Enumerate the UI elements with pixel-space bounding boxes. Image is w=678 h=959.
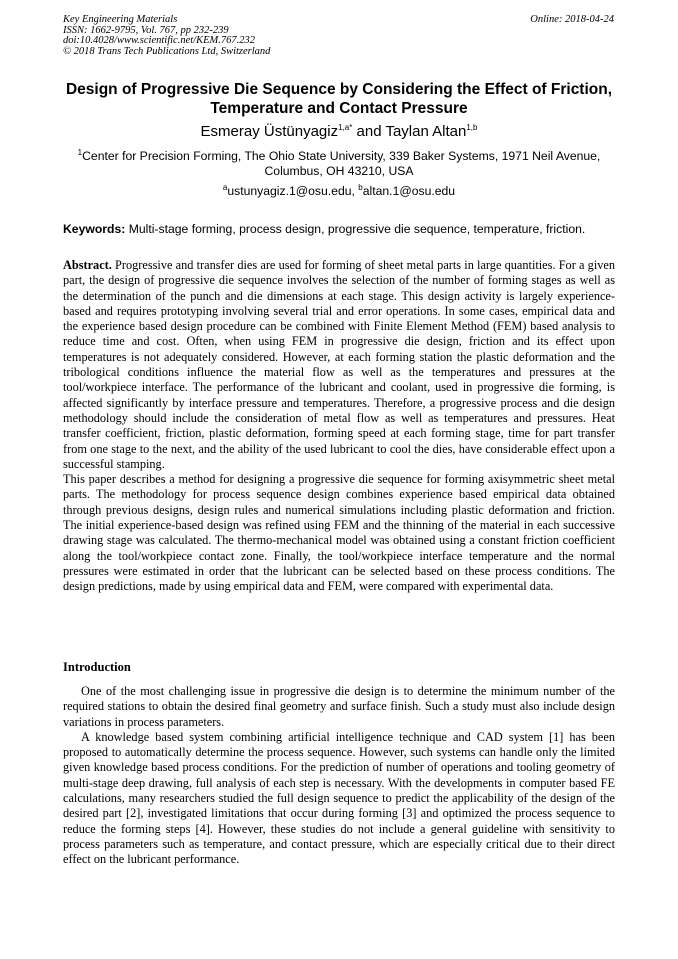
- affiliation-sup: 1: [77, 147, 83, 157]
- issn-line: ISSN: 1662-9795, Vol. 767, pp 232-239: [63, 24, 229, 36]
- introduction-body: [63, 684, 615, 868]
- online-date: Online: 2018-04-24: [530, 14, 614, 25]
- journal-name: Key Engineering Materials: [63, 14, 178, 25]
- copyright-line: © 2018 Trans Tech Publications Ltd, Switzerland: [63, 45, 271, 57]
- keywords-text: Multi-stage forming, process design, progressive die sequence, temperature, friction.: [125, 222, 586, 236]
- keywords-label: Keywords:: [63, 222, 126, 236]
- doi-line: doi:10.4028/www.scientific.net/KEM.767.232: [63, 35, 255, 47]
- keywords: [63, 222, 623, 237]
- abstract-text-1: Progressive and transfer dies are used for forming of sheet metal parts in large quantities. For a given part, the design of progressive die sequence involves the selection of the number of forming stages as well as the determination of the punch and die dimensions at each stage. This design activity is largely experience-based and requires prototyping involving several trial and error operations. In some cases, empirical data and the experience based design procedure can be combined with Finite Element Method (FEM) based analysis to reduce time and cost. Often, when using FEM in progressive die design, friction and its effect upon temperatures is not adequately considered. However, at each forming station the plastic deformation and the tribological conditions influence the material flow as well as the temperatures and pressures at the tool/workpiece interface. The performance of the lubricant and coolant, used in progressive die forming, is affected significantly by interface pressure and temperatures. Therefore, a progressive process and die design methodology should include the consideration of metal flow as well as temperatures and pressures. Heat transfer coefficient, friction, plastic deformation, forming speed at each forming stage, time for part transfer from one stage to the next, and the ability of the used lubricant to cool the dies, have considerable effect upon a successful stamping.: [63, 258, 615, 471]
- abstract-paragraph-2: This paper describes a method for designing a progressive die sequence for forming axisymmetric sheet metal parts. The methodology for process sequence design combines experience based empirical data obtained through previous designs, design rules and numerical simulations including plastic deformation and friction. The initial experience-based design was refined using FEM and the thinning of the material in each successive drawing stage was calculated. The thermo-mechanical model was obtained using a constant friction coefficient along the tool/workpiece contact zone. Finally, the tool/workpiece interface temperature and the normal pressures were estimated in order that the lubricant can be selected based on these process conditions. The design predictions, made by using empirical data and FEM, were compared with experimental data.: [63, 472, 615, 594]
- author-2: Taylan Altan: [385, 123, 467, 140]
- author-2-sup: 1,b: [466, 123, 478, 132]
- affiliation: [50, 149, 628, 179]
- section-heading-introduction: Introduction: [63, 660, 131, 674]
- abstract-paragraph-1: [63, 258, 615, 472]
- email-2-sup: b: [358, 182, 363, 192]
- email-1-sup: a: [222, 182, 228, 192]
- abstract: [63, 258, 615, 595]
- author-1-sup: 1,a*: [338, 123, 353, 132]
- abstract-label: Abstract.: [63, 258, 112, 272]
- introduction-paragraph-2: A knowledge based system combining artificial intelligence technique and CAD system [1] has been proposed to automatically determine the process sequence. However, such systems can handle only the limited given knowledge based process conditions. For the prediction of number of operations and tooling geometry of multi-stage deep drawing, full analysis of each step is necessary. With the developments in computer based FE calculations, many researchers studied the full design sequence to predict the applicability of the design of the desired part [2], investigated limitations that occur during forming [3] and optimized the process sequence to reduce the forming steps [4]. However, these studies do not include a general guideline with sensitivity to process parameters such as temperature, and contact pressure, which are especially critical due to their direct effect on the lubricant performance.: [63, 729, 615, 867]
- paper-title: Design of Progressive Die Sequence by Considering the Effect of Friction, Temperature and Contact Pressure: [65, 81, 613, 117]
- author-conjunction: and: [352, 123, 386, 140]
- author-1: Esmeray Üstünyagiz: [200, 123, 339, 140]
- author-line: [40, 123, 638, 141]
- introduction-paragraph-1: One of the most challenging issue in progressive die design is to determine the minimum number of the required stations to obtain the desired final geometry and surface finish. Such a study must also include design variations in process parameters.: [63, 684, 615, 729]
- email-line: [40, 184, 638, 199]
- affiliation-text: Center for Precision Forming, The Ohio State University, 339 Baker Systems, 1971 Neil Avenue, Columbus, OH 43210, USA: [82, 149, 601, 178]
- email-2: altan.1@osu.edu: [362, 184, 456, 198]
- email-1: ustunyagiz.1@osu.edu,: [227, 184, 359, 198]
- journal-header: [63, 15, 270, 57]
